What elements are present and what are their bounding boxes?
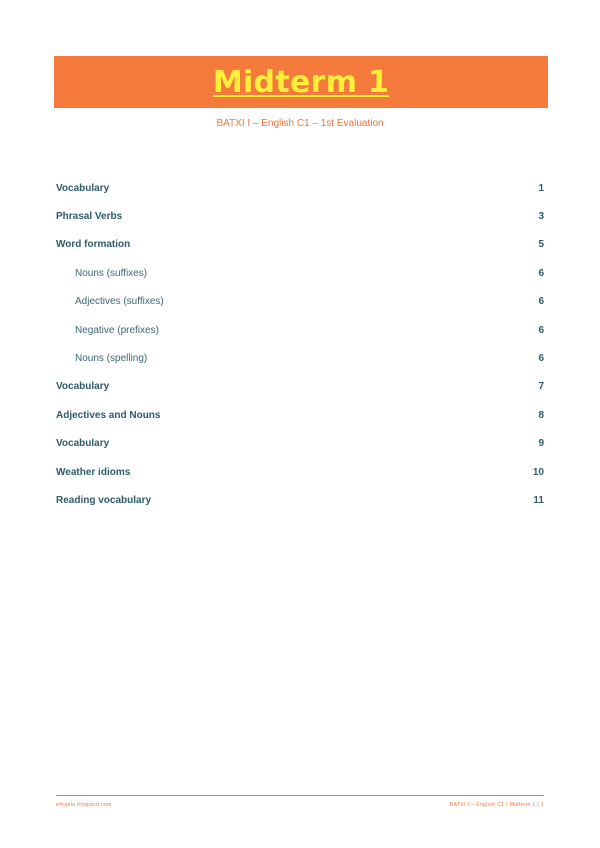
toc-item-label: Negative (prefixes) xyxy=(75,324,159,336)
toc-item-page: 3 xyxy=(538,211,544,223)
toc-item-page: 8 xyxy=(538,409,544,421)
toc-item-label: Reading vocabulary xyxy=(56,494,152,506)
toc-item-page: 6 xyxy=(538,353,544,365)
toc-item-page: 11 xyxy=(533,494,544,506)
title-banner xyxy=(54,56,548,108)
footer-page-info: BATXI I – English C1 | Midterm 1 | 1 xyxy=(449,802,544,808)
toc-item-page: 6 xyxy=(538,296,544,308)
toc-item-reading-vocabulary[interactable] xyxy=(56,486,544,514)
toc-subitem-nouns-spelling[interactable] xyxy=(56,344,544,372)
footer-divider xyxy=(56,795,544,796)
toc-item-label: Nouns (spelling) xyxy=(75,353,148,365)
toc-item-page: 9 xyxy=(538,438,544,450)
toc-item-page: 5 xyxy=(538,239,544,251)
toc-item-vocabulary-3[interactable] xyxy=(56,430,544,458)
toc-item-page: 7 xyxy=(538,381,544,393)
toc-item-label: Vocabulary xyxy=(56,381,110,393)
toc-item-phrasal-verbs[interactable] xyxy=(56,202,544,230)
toc-item-word-formation[interactable] xyxy=(56,231,544,259)
toc-subitem-negative-prefixes[interactable] xyxy=(56,316,544,344)
toc-item-label: Weather idioms xyxy=(56,466,131,478)
toc-subitem-adjectives-suffixes[interactable] xyxy=(56,288,544,316)
toc-item-page: 10 xyxy=(532,466,544,478)
toc-item-label: Nouns (suffixes) xyxy=(75,267,148,279)
table-of-contents xyxy=(56,174,544,515)
document-subtitle: BATXI I – English C1 – 1st Evaluation xyxy=(216,118,384,129)
footer-website: e4rgela.blogspot.com xyxy=(56,802,112,808)
toc-item-weather-idioms[interactable] xyxy=(56,458,544,486)
toc-item-label: Vocabulary xyxy=(56,438,110,450)
toc-item-label: Phrasal Verbs xyxy=(56,211,123,223)
toc-item-page: 6 xyxy=(538,324,544,336)
toc-item-label: Adjectives (suffixes) xyxy=(75,296,164,308)
toc-item-adjectives-and-nouns[interactable] xyxy=(56,401,544,429)
page-title: Midterm 1 xyxy=(212,64,390,100)
toc-item-label: Vocabulary xyxy=(56,182,110,194)
toc-item-label: Adjectives and Nouns xyxy=(56,409,161,421)
toc-item-page: 6 xyxy=(538,267,544,279)
toc-item-page: 1 xyxy=(538,182,544,194)
toc-item-label: Word formation xyxy=(56,239,131,251)
toc-subitem-nouns-suffixes[interactable] xyxy=(56,259,544,287)
toc-item-vocabulary-2[interactable] xyxy=(56,373,544,401)
toc-item-vocabulary[interactable] xyxy=(56,174,544,202)
